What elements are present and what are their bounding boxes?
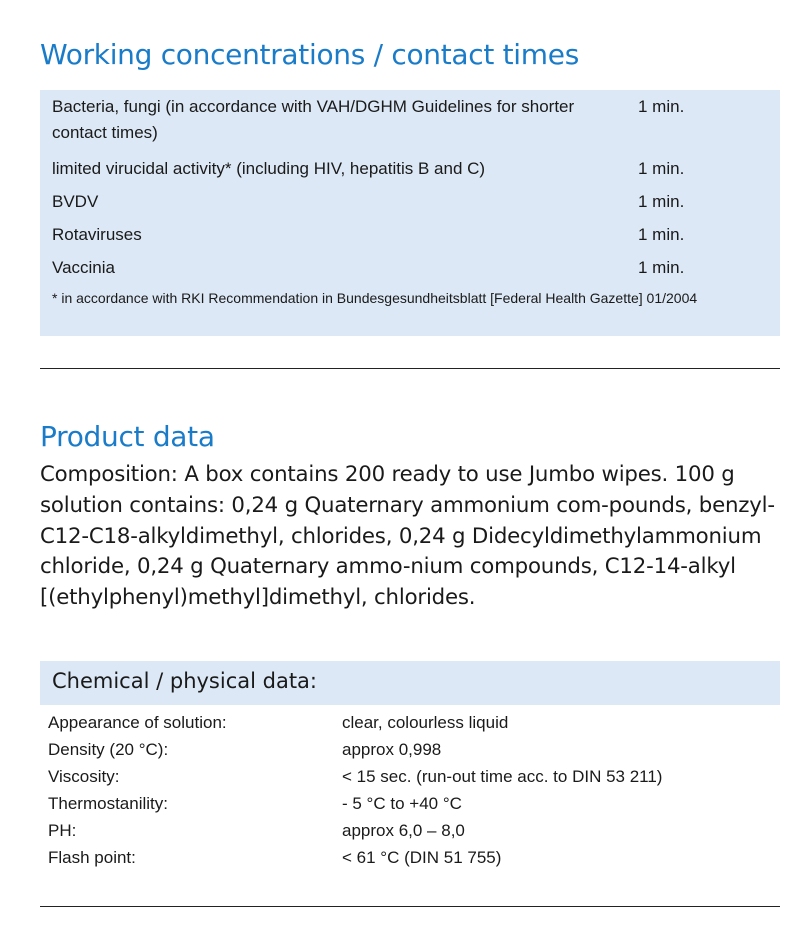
list-item <box>48 844 778 871</box>
concentrations-table <box>40 90 780 336</box>
chemical-data-title: Chemical / physical data: <box>52 669 318 693</box>
agent-label: Rotaviruses <box>52 225 142 244</box>
agent-label: Bacteria, fungi (in accordance with VAH/DGHM Guidelines for shorter contact times) <box>52 97 575 142</box>
agent-label: Vaccinia <box>52 258 115 277</box>
product-data-heading: Product data <box>40 420 215 453</box>
property-label: Density (20 °C): <box>48 740 169 759</box>
property-label: Appearance of solution: <box>48 713 227 732</box>
chemical-data-header <box>40 661 780 705</box>
footnote: * in accordance with RKI Recommendation in Bundesgesundheitsblatt [Federal Health Gazette] 01/2004 <box>52 290 698 306</box>
property-value: < 61 °C (DIN 51 755) <box>342 848 502 867</box>
property-label: PH: <box>48 821 77 840</box>
list-item <box>48 709 778 736</box>
property-value: approx 0,998 <box>342 740 442 759</box>
divider <box>40 368 780 369</box>
contact-time: 1 min. <box>638 192 685 211</box>
list-item <box>48 736 778 763</box>
chemical-data-list <box>48 709 778 871</box>
property-value: clear, colourless liquid <box>342 713 509 732</box>
property-label: Thermostanility: <box>48 794 168 813</box>
list-item <box>48 790 778 817</box>
contact-time: 1 min. <box>638 258 685 277</box>
agent-label: limited virucidal activity* (including HIV, hepatitis B and C) <box>52 159 486 178</box>
contact-time: 1 min. <box>638 97 685 116</box>
list-item <box>48 817 778 844</box>
property-value: - 5 °C to +40 °C <box>342 794 462 813</box>
composition-text: Composition: A box contains 200 ready to use Jumbo wipes. 100 g solution contains: 0,24 g Quaternary ammonium com-pounds, benzyl-C12-C18-alkyldimethyl, chlorides, 0,24 g Didecyldimethylammonium chloride, 0,24 g Quaternary ammo-nium compounds, C12-14-alkyl [(ethylphenyl)methyl]dimethyl, chlorides. <box>40 462 775 611</box>
contact-time: 1 min. <box>638 225 685 244</box>
property-value: approx 6,0 – 8,0 <box>342 821 465 840</box>
property-label: Flash point: <box>48 848 136 867</box>
contact-time: 1 min. <box>638 159 685 178</box>
list-item <box>48 763 778 790</box>
property-value: < 15 sec. (run-out time acc. to DIN 53 211) <box>342 767 663 786</box>
working-concentrations-heading: Working concentrations / contact times <box>40 38 579 71</box>
divider <box>40 906 780 907</box>
property-label: Viscosity: <box>48 767 120 786</box>
agent-label: BVDV <box>52 192 99 211</box>
